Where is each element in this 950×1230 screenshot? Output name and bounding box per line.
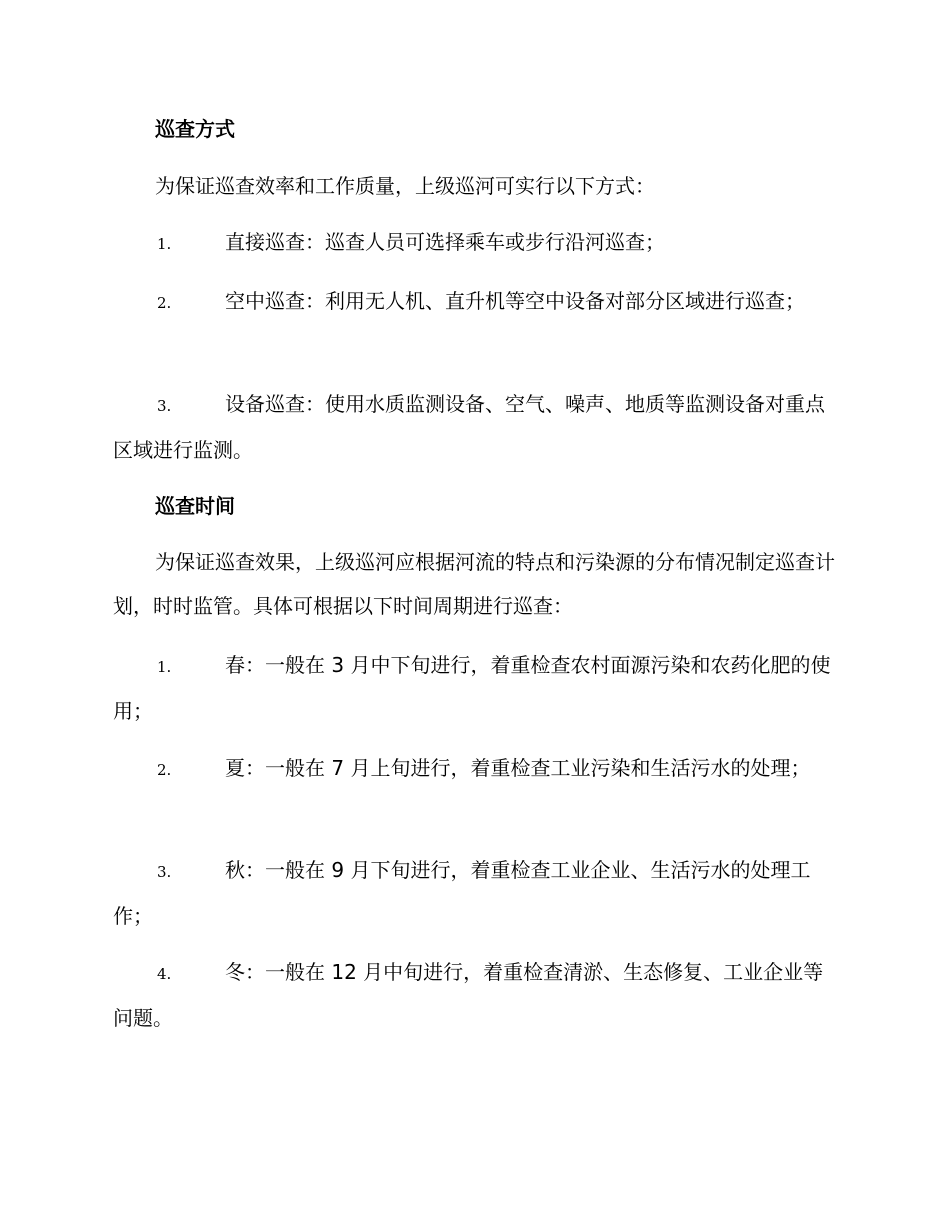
list-item-number: 1.	[157, 235, 172, 253]
section-heading-patrol-time: 巡查时间	[155, 494, 235, 518]
list-item	[113, 848, 843, 938]
section-intro-patrol-time: 为保证巡查效果，上级巡河应根据河流的特点和污染源的分布情况制定巡查计划，时时监管。具体可根据以下时间周期进行巡查：	[113, 550, 835, 618]
list-item-number: 3.	[157, 397, 172, 415]
list-item-text: 设备巡查：使用水质监测设备、空气、噪声、地质等监测设备对重点区域进行监测。	[113, 392, 825, 462]
list-item-text: 春：一般在 3 月中下旬进行，着重检查农村面源污染和农药化肥的使用；	[113, 653, 831, 723]
list-item	[113, 643, 843, 733]
list-item	[113, 279, 843, 325]
section-intro-patrol-methods: 为保证巡查效率和工作质量，上级巡河可实行以下方式：	[155, 174, 655, 198]
list-item-number: 3.	[157, 863, 172, 881]
list-item-text: 空中巡查：利用无人机、直升机等空中设备对部分区域进行巡查；	[225, 289, 805, 313]
list-item-number: 2.	[157, 294, 172, 312]
list-item-text: 秋：一般在 9 月下旬进行，着重检查工业企业、生活污水的处理工作；	[113, 858, 811, 928]
list-item	[113, 746, 843, 792]
list-item-number: 1.	[157, 658, 172, 676]
list-item-text: 夏：一般在 7 月上旬进行，着重检查工业污染和生活污水的处理；	[225, 756, 811, 780]
list-item	[113, 220, 843, 266]
list-item-text: 直接巡查：巡查人员可选择乘车或步行沿河巡查；	[225, 230, 665, 254]
list-item-number: 4.	[157, 965, 172, 983]
list-item	[113, 382, 843, 472]
list-item-number: 2.	[157, 761, 172, 779]
section-heading-patrol-methods: 巡查方式	[155, 117, 235, 141]
list-item	[113, 950, 843, 1040]
list-item-text: 冬：一般在 12 月中旬进行，着重检查清淤、生态修复、工业企业等问题。	[113, 960, 824, 1030]
